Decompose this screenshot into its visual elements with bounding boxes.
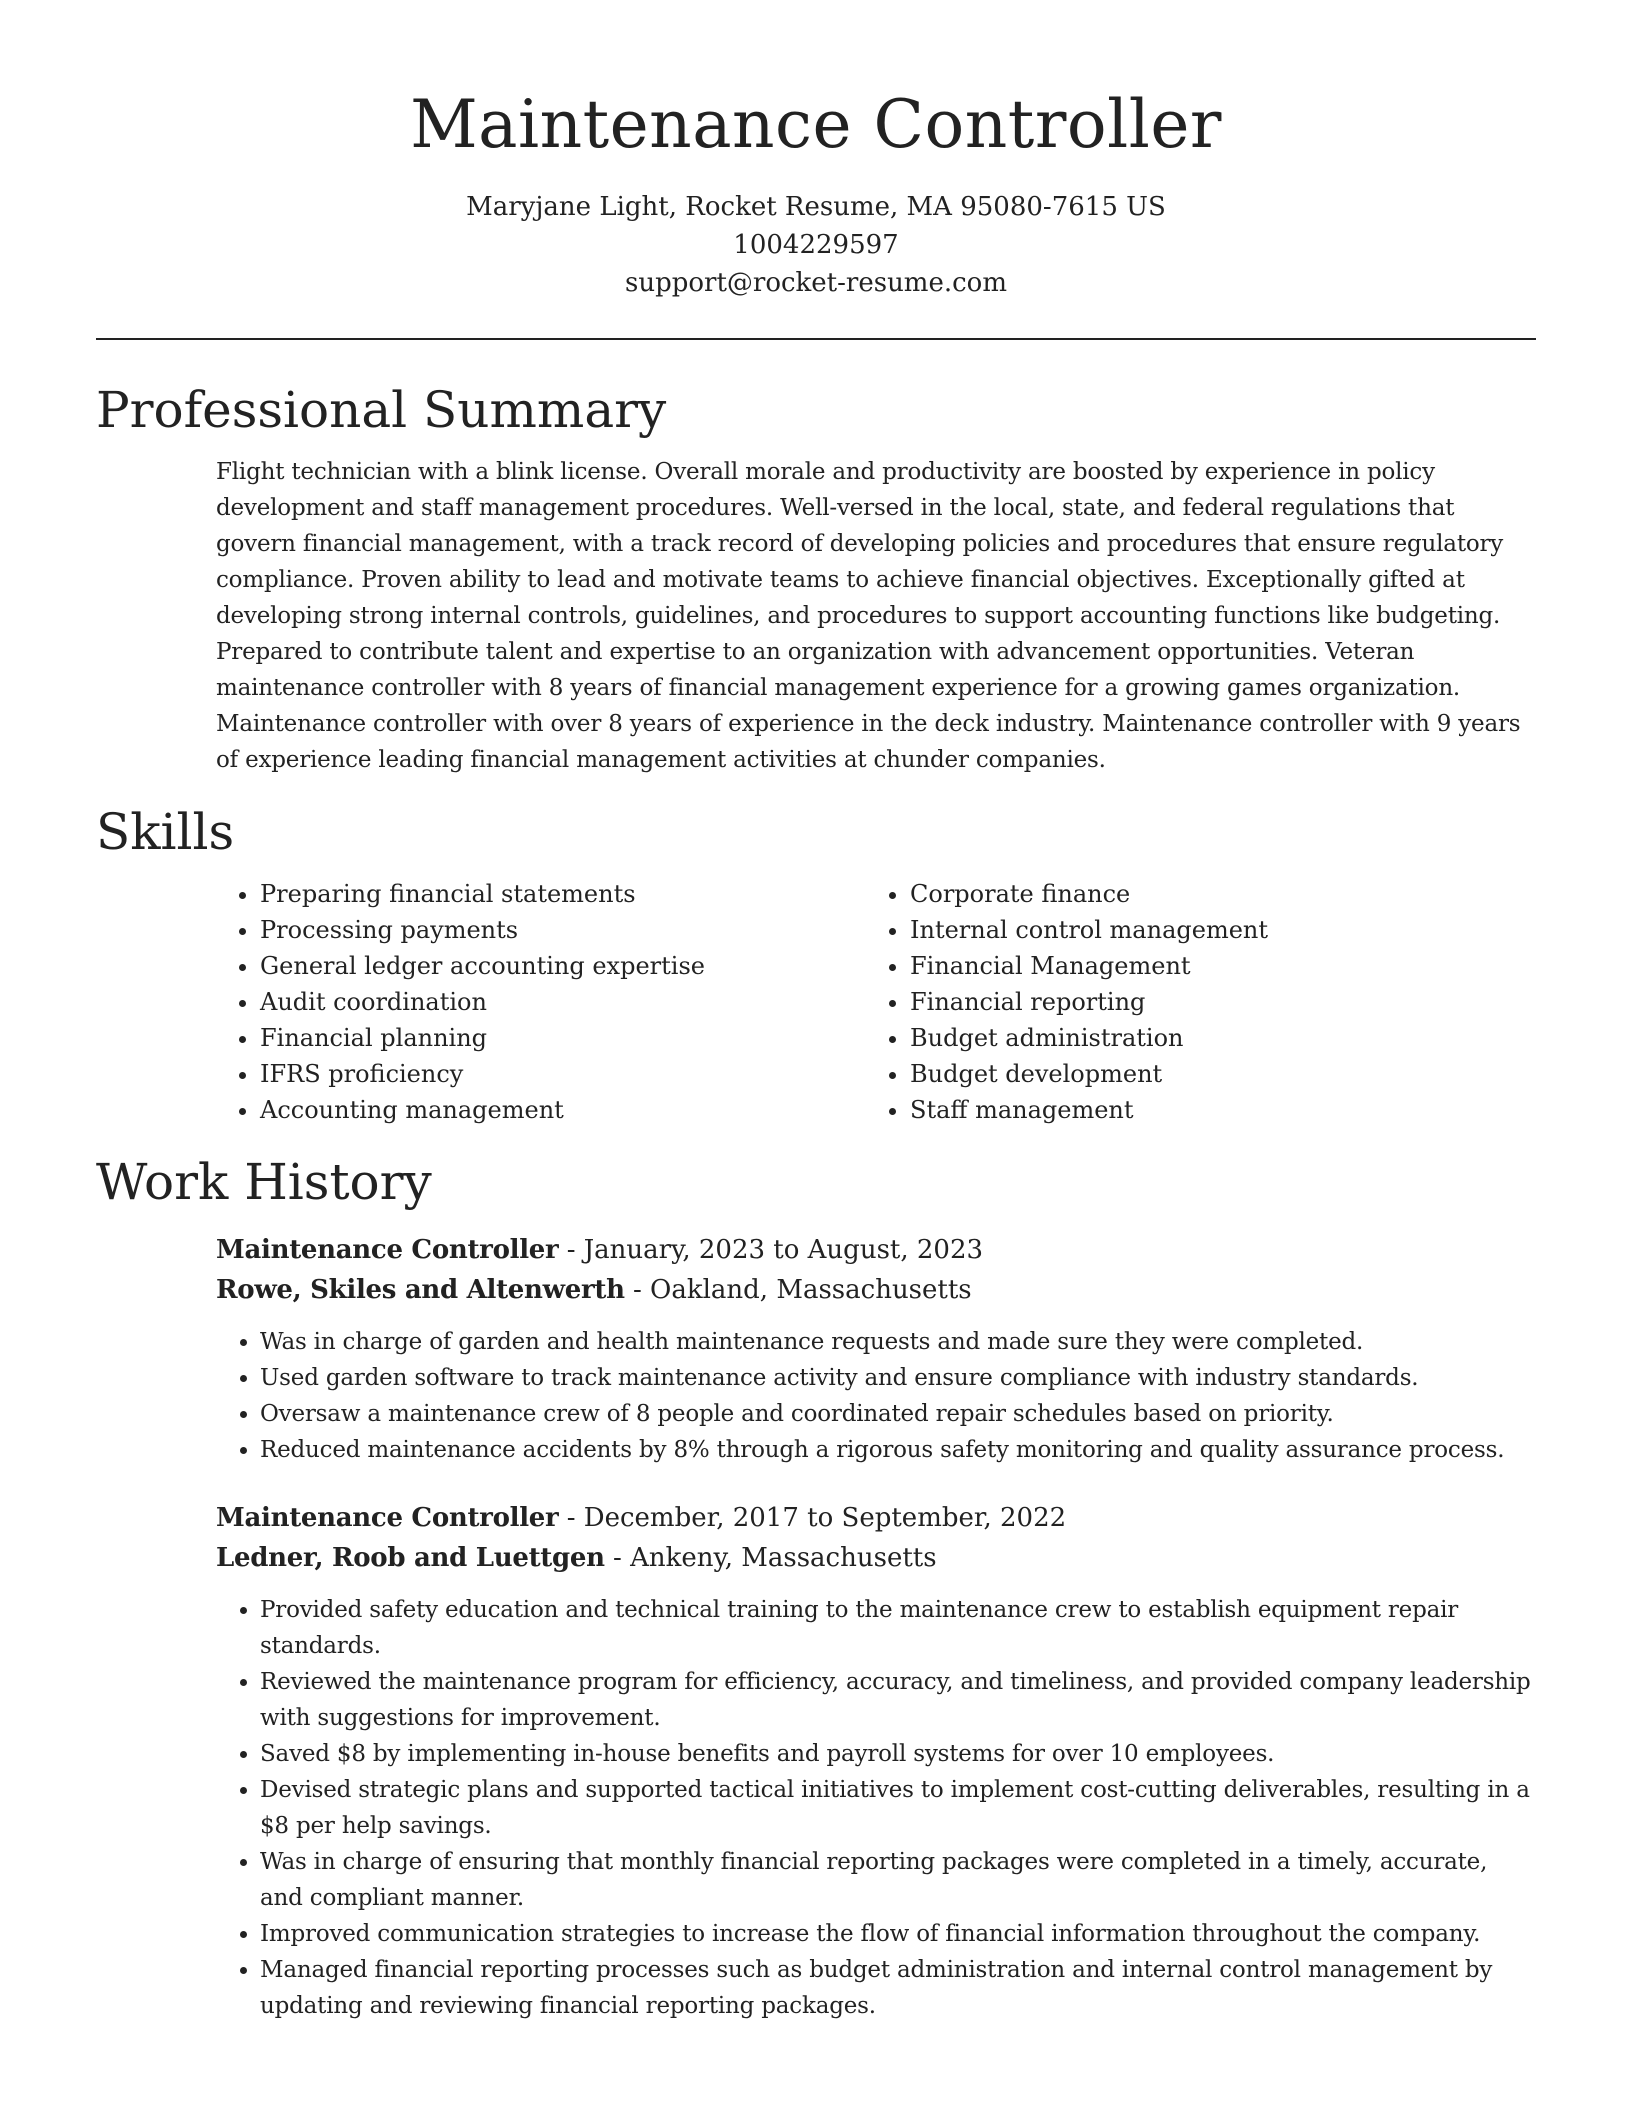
job-title: Maintenance Controller <box>216 1235 559 1265</box>
job-bullet: • Oversaw a maintenance crew of 8 people and coordinated repair schedules based on priority. <box>260 1396 1536 1432</box>
resume-header <box>96 0 1536 302</box>
job-title-line <box>216 1230 1536 1270</box>
contact-block <box>96 188 1536 302</box>
skill-item: • Corporate finance <box>910 876 1516 912</box>
skill-item: • Staff management <box>910 1092 1516 1128</box>
job-entry <box>216 1498 1536 2024</box>
job-dates: December, 2017 to September, 2022 <box>583 1503 1067 1533</box>
skill-item: • Financial Management <box>910 948 1516 984</box>
contact-email: support@rocket-resume.com <box>624 268 1007 298</box>
skill-item: • Budget development <box>910 1056 1516 1092</box>
skills-column-right <box>866 876 1516 1128</box>
job-bullet: • Managed financial reporting processes such as budget administration and internal control management by updating and reviewing financial reporting packages. <box>260 1952 1536 2024</box>
skills-heading: Skills <box>96 803 235 861</box>
contact-address: Maryjane Light, Rocket Resume, MA 95080-7615 US <box>466 192 1166 222</box>
job-bullets <box>216 1324 1536 1468</box>
job-bullet: • Saved $8 by implementing in-house benefits and payroll systems for over 10 employees. <box>260 1736 1536 1772</box>
skill-item: • Accounting management <box>260 1092 866 1128</box>
job-title: Maintenance Controller <box>216 1503 559 1533</box>
job-bullet: • Reviewed the maintenance program for efficiency, accuracy, and timeliness, and provided company leadership with suggestions for improvement. <box>260 1664 1536 1736</box>
job-entry <box>216 1230 1536 1468</box>
skill-item: • General ledger accounting expertise <box>260 948 866 984</box>
skill-item: • IFRS proficiency <box>260 1056 866 1092</box>
contact-phone: 1004229597 <box>733 230 899 260</box>
job-company: Ledner, Roob and Luettgen <box>216 1543 605 1573</box>
header-divider <box>96 338 1536 340</box>
skill-item: • Financial planning <box>260 1020 866 1056</box>
skill-item: • Financial reporting <box>910 984 1516 1020</box>
job-separator: - <box>566 1503 584 1533</box>
job-separator: - <box>566 1235 584 1265</box>
job-dates: January, 2023 to August, 2023 <box>583 1235 984 1265</box>
job-location: Oakland, Massachusetts <box>650 1275 972 1305</box>
skill-item: • Processing payments <box>260 912 866 948</box>
skills-grid <box>216 876 1536 1128</box>
job-bullets <box>216 1592 1536 2024</box>
work-history-section <box>96 1150 1536 2024</box>
job-bullet: • Provided safety education and technical training to the maintenance crew to establish equipment repair standards. <box>260 1592 1536 1664</box>
job-bullet: • Used garden software to track maintenance activity and ensure compliance with industry standards. <box>260 1360 1536 1396</box>
skills-column-left <box>216 876 866 1128</box>
skill-item: • Audit coordination <box>260 984 866 1020</box>
summary-text: Flight technician with a blink license. Overall morale and productivity are boosted by experience in policy development and staff management procedures. Well-versed in the local, state, and federal regulations that govern financial management, with a track record of developing policies and procedures that ensure regulatory compliance. Proven ability to lead and motivate teams to achieve financial objectives. Exceptionally gifted at developing strong internal controls, guidelines, and procedures to support accounting functions like budgeting. Prepared to contribute talent and expertise to an organization with advancement opportunities. Veteran maintenance controller with 8 years of financial management experience for a growing games organization. Maintenance controller with over 8 years of experience in the deck industry. Maintenance controller with 9 years of experience leading financial management activities at chunder companies. <box>216 459 1521 773</box>
resume-title: Maintenance Controller <box>410 86 1222 163</box>
job-company-line <box>216 1538 1536 1578</box>
skill-item: • Budget administration <box>910 1020 1516 1056</box>
resume-page <box>96 0 1536 2024</box>
job-separator: - <box>632 1275 651 1305</box>
job-bullet: • Devised strategic plans and supported tactical initiatives to implement cost-cutting deliverables, resulting in a $8 per help savings. <box>260 1772 1536 1844</box>
job-bullet: • Reduced maintenance accidents by 8% through a rigorous safety monitoring and quality assurance process. <box>260 1432 1536 1468</box>
job-company: Rowe, Skiles and Altenwerth <box>216 1275 625 1305</box>
skill-item: • Preparing financial statements <box>260 876 866 912</box>
skill-item: • Internal control management <box>910 912 1516 948</box>
skills-section <box>96 800 1536 1128</box>
job-bullet: • Improved communication strategies to increase the flow of financial information throughout the company. <box>260 1916 1536 1952</box>
job-location: Ankeny, Massachusetts <box>630 1543 937 1573</box>
summary-section <box>96 378 1536 778</box>
job-bullet: • Was in charge of garden and health maintenance requests and made sure they were completed. <box>260 1324 1536 1360</box>
job-separator: - <box>613 1543 631 1573</box>
summary-heading: Professional Summary <box>96 381 667 439</box>
work-history-heading: Work History <box>96 1153 432 1211</box>
job-bullet: • Was in charge of ensuring that monthly financial reporting packages were completed in a timely, accurate, and compliant manner. <box>260 1844 1536 1916</box>
job-title-line <box>216 1498 1536 1538</box>
job-company-line <box>216 1270 1536 1310</box>
